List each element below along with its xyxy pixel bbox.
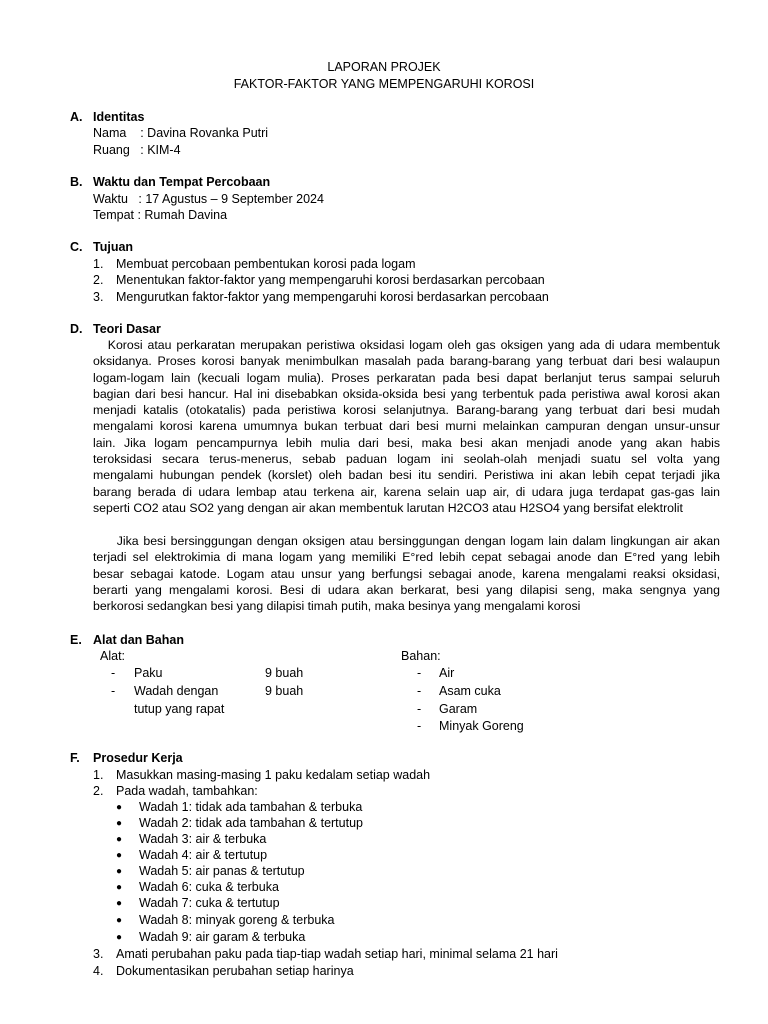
teori-paragraph-2 bbox=[93, 533, 720, 614]
bullet-icon: ● bbox=[116, 915, 123, 926]
wadah-item: Wadah 5: air panas & tertutup bbox=[139, 864, 305, 878]
paragraph-line: seperti CO2 atau SO2 yang dengan air akan membentuk larutan H2CO3 atau H2SO4 yang bersifat elektrolit bbox=[93, 500, 683, 515]
prosedur-number: 2. bbox=[93, 784, 104, 798]
section-heading-identitas: Identitas bbox=[93, 110, 145, 124]
paragraph-line: menjadi katalis (otokatalis) pada peristiwa korosi selanjutnya. Barang-barang yang terbuat dari besi mudah bbox=[93, 403, 720, 418]
bullet-icon: ● bbox=[116, 932, 123, 943]
bullet-icon: ● bbox=[116, 850, 123, 861]
bullet-icon: ● bbox=[116, 834, 123, 845]
section-heading-prosedur: Prosedur Kerja bbox=[93, 751, 183, 765]
paragraph-line: Korosi atau perkaratan merupakan peristiwa oksidasi logam oleh gas oksigen yang ada di udara membentuk bbox=[93, 338, 720, 352]
list-dash: - bbox=[417, 702, 422, 716]
bullet-icon: ● bbox=[116, 898, 123, 909]
prosedur-step: Amati perubahan paku pada tiap-tiap wadah setiap hari, minimal selama 21 hari bbox=[116, 947, 558, 961]
tujuan-item: Membuat percobaan pembentukan korosi pada logam bbox=[116, 257, 416, 271]
section-letter-e: E. bbox=[70, 633, 82, 647]
waktu-row: Waktu : 17 Agustus – 9 September 2024 bbox=[93, 192, 324, 206]
wadah-item: Wadah 7: cuka & tertutup bbox=[139, 896, 280, 910]
section-heading-waktu: Waktu dan Tempat Percobaan bbox=[93, 175, 271, 189]
paragraph-line: bagian dari besi hancur. Hal ini disebabkan oksida-oksida besi yang terbentuk pada peristiwa awal korosi akan bbox=[93, 386, 720, 401]
list-dash: - bbox=[417, 684, 422, 698]
tujuan-number: 2. bbox=[93, 273, 104, 287]
wadah-item: Wadah 9: air garam & terbuka bbox=[139, 930, 306, 944]
tujuan-item: Mengurutkan faktor-faktor yang mempengaruhi korosi berdasarkan percobaan bbox=[116, 290, 549, 304]
paragraph-line: lain. Jika logam pencampurnya lebih mulia dari besi, maka besi akan menjadi anode yang akan habis bbox=[93, 435, 720, 450]
paragraph-line: Jika besi bersinggungan dengan oksigen atau bersinggungan dengan logam lain dalam lingkungan air akan bbox=[93, 534, 720, 548]
bahan-label: Bahan: bbox=[401, 649, 441, 663]
tempat-row: Tempat : Rumah Davina bbox=[93, 208, 228, 222]
bullet-icon: ● bbox=[116, 866, 123, 877]
alat-item-name: Wadah dengan bbox=[134, 684, 219, 698]
bahan-item: Air bbox=[439, 666, 455, 680]
identitas-nama: Nama : Davina Rovanka Putri bbox=[93, 126, 269, 140]
prosedur-number: 4. bbox=[93, 964, 104, 978]
paragraph-line: oksidanya. Proses korosi banyak menimbulkan masalah pada barang-barang yang terbuat dari besi walaupun bbox=[93, 354, 720, 369]
bullet-icon: ● bbox=[116, 882, 123, 893]
prosedur-number: 1. bbox=[93, 768, 104, 782]
paragraph-line: logam-logam lain (kecuali logam mulia). Proses perkaratan pada besi dapat berlanjut terus sampai seluruh bbox=[93, 370, 720, 385]
bahan-item: Asam cuka bbox=[439, 684, 501, 698]
list-dash: - bbox=[111, 684, 116, 698]
paragraph-line: berarti yang mengalami korosi. Besi di udara akan berkarat, besi yang dilapisi seng, maka sengnya yang bbox=[93, 582, 720, 597]
section-letter-d: D. bbox=[70, 322, 83, 336]
wadah-item: Wadah 6: cuka & terbuka bbox=[139, 880, 279, 894]
wadah-item: Wadah 3: air & terbuka bbox=[139, 832, 267, 846]
tujuan-number: 1. bbox=[93, 257, 104, 271]
list-dash: - bbox=[111, 666, 116, 680]
section-heading-alat: Alat dan Bahan bbox=[93, 633, 184, 647]
list-dash: - bbox=[417, 666, 422, 680]
alat-item-qty: 9 buah bbox=[265, 684, 304, 698]
alat-item-continued: tutup yang rapat bbox=[134, 702, 225, 716]
paragraph-line: mengalami korosi karena umumnya bukan terbuat dari besi murni melainkan campuran dengan unsur-unsur bbox=[93, 419, 720, 434]
identitas-ruang: Ruang : KIM-4 bbox=[93, 143, 181, 157]
section-letter-b: B. bbox=[70, 175, 83, 189]
prosedur-step: Pada wadah, tambahkan: bbox=[116, 784, 258, 798]
bahan-item: Minyak Goreng bbox=[439, 719, 524, 733]
paragraph-line: mengalami hubungan pendek (korslet) oleh badan besi itu sendiri. Peristiwa ini akan lebih cepat terjadi jika bbox=[93, 468, 720, 483]
report-title: LAPORAN PROJEK bbox=[327, 60, 441, 74]
prosedur-step: Masukkan masing-masing 1 paku kedalam setiap wadah bbox=[116, 768, 431, 782]
tujuan-item: Menentukan faktor-faktor yang mempengaruhi korosi berdasarkan percobaan bbox=[116, 273, 545, 287]
alat-item-qty: 9 buah bbox=[265, 666, 304, 680]
tujuan-number: 3. bbox=[93, 290, 104, 304]
section-letter-c: C. bbox=[70, 240, 83, 254]
bullet-icon: ● bbox=[116, 802, 123, 813]
section-heading-tujuan: Tujuan bbox=[93, 240, 134, 254]
section-letter-a: A. bbox=[70, 110, 83, 124]
wadah-item: Wadah 8: minyak goreng & terbuka bbox=[139, 913, 335, 927]
paragraph-line: teroksidasi secara terus-menerus, sebab paduan logam ini seolah-olah menjadi suatu sel volta yang bbox=[93, 452, 720, 467]
list-dash: - bbox=[417, 719, 422, 733]
paragraph-line: besar sebagai katode. Logam atau unsur yang berfungsi sebagai anode, karena mengalami reaksi oksidasi, bbox=[93, 566, 720, 581]
wadah-item: Wadah 2: tidak ada tambahan & tertutup bbox=[139, 816, 363, 830]
paragraph-line: terjadi sel elektrokimia di mana logam yang memiliki E°red lebih cepat sebagai anode dan E°red yang lebih bbox=[93, 550, 720, 565]
section-letter-f: F. bbox=[70, 751, 80, 765]
teori-paragraph-1 bbox=[93, 337, 720, 516]
paragraph-line: berkorosi sedangkan besi yang dilapisi timah putih, maka besinya yang mengalami korosi bbox=[93, 599, 581, 614]
section-heading-teori: Teori Dasar bbox=[93, 322, 161, 336]
wadah-item: Wadah 4: air & tertutup bbox=[139, 848, 268, 862]
alat-item-name: Paku bbox=[134, 666, 163, 680]
bahan-item: Garam bbox=[439, 702, 478, 716]
bullet-icon: ● bbox=[116, 818, 123, 829]
prosedur-number: 3. bbox=[93, 947, 104, 961]
paragraph-line: barang berada di udara lembap atau terkena air, karena selain uap air, di udara juga terdapat gas-gas lain bbox=[93, 484, 720, 499]
alat-label: Alat: bbox=[100, 649, 126, 663]
prosedur-step: Dokumentasikan perubahan setiap harinya bbox=[116, 964, 354, 978]
report-subtitle: FAKTOR-FAKTOR YANG MEMPENGARUHI KOROSI bbox=[233, 77, 535, 91]
wadah-item: Wadah 1: tidak ada tambahan & terbuka bbox=[139, 800, 363, 814]
